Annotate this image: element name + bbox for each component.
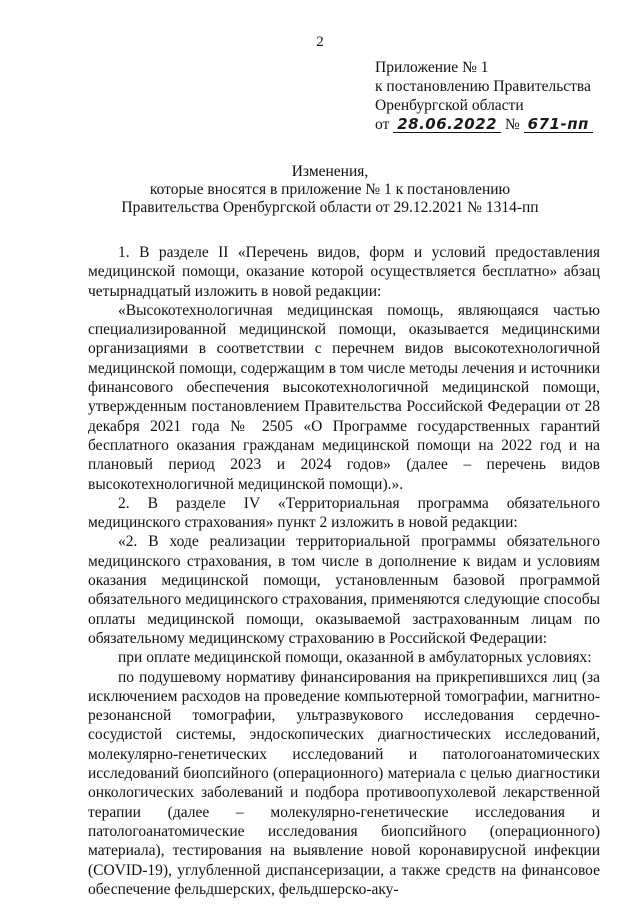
appendix-line-2: к постановлению Правительства xyxy=(375,78,591,95)
paragraph: 1. В разделе II «Перечень видов, форм и условий предоставления медицинской помощи, оказание которой осуществляется бесплатно» абзац четырнадцатый изложить в новой редакции: xyxy=(88,244,600,300)
document-body xyxy=(88,243,600,899)
appendix-date-line xyxy=(375,115,625,134)
paragraph: по подушевому нормативу финансирования на прикрепившихся лиц (за исключением расходов на проведение компьютерной томографии, магнитно-резонансной томографии, ультразвукового исследования сердечно-сосудистой системы, эндоскопических диагностических исследований, молекулярно-генетических исследований и патологоанатомических исследований биопсийного (операционного) материала с целью диагностики онкологических заболеваний и подбора противоопухолевой лекарственной терапии (далее – молекулярно-генетические исследования и патологоанатомические исследования биопсийного (операционного) материала), тестирования на выявление новой коронавирусной инфекции (COVID-19), углубленной диспансеризации, а также средств на финансовое обеспечение фельдшерских, фельдшерско-аку- xyxy=(88,668,600,898)
paragraph: «Высокотехнологичная медицинская помощь, являющаяся частью специализированной медицинской помощи, оказывается медицинскими организациями в соответствии с перечнем видов высокотехнологичной медицинской помощи, содержащим в том числе методы лечения и источники финансового обеспечения высокотехнологичной медицинской помощи, утвержденным постановлением Правительства Российской Федерации от 28 декабря 2021 года № 2505 «О Программе государственных гарантий бесплатного оказания гражданам медицинской помощи на 2022 год и на плановый период 2023 и 2024 годов» (далее – перечень видов высокотехнологичной медицинской помощи).». xyxy=(88,301,600,493)
handwritten-date: 28.06.2022 xyxy=(393,117,501,133)
appendix-line-1: Приложение № 1 xyxy=(375,59,489,76)
title-line-3: Правительства Оренбургской области от 29.12.2021 № 1314-пп xyxy=(121,199,539,216)
page-number: 2 xyxy=(316,34,324,50)
date-prefix: от xyxy=(375,116,390,133)
title-line-2: которые вносятся в приложение № 1 к постановлению xyxy=(149,181,511,198)
paragraph: «2. В ходе реализации территориальной программы обязательного медицинского страхования, в том числе в дополнение к видам и условиям оказания медицинской помощи, установленным базовой программой обязательного медицинского страхования, применяются следующие способы оплаты медицинской помощи, оказываемой застрахованным лицам по обязательному медицинскому страхованию в Российской Федерации: xyxy=(88,533,600,647)
appendix-header xyxy=(375,58,625,134)
title-line-1: Изменения, xyxy=(291,163,369,180)
number-prefix: № xyxy=(504,116,520,133)
paragraph: 2. В разделе IV «Территориальная программа обязательного медицинского страхования» пункт 2 изложить в новой редакции: xyxy=(88,494,600,532)
handwritten-number: 671-пп xyxy=(524,117,593,133)
appendix-line-3: Оренбургской области xyxy=(375,97,524,114)
document-title xyxy=(60,163,600,217)
paragraph: при оплате медицинской помощи, оказанной в амбулаторных условиях: xyxy=(118,649,592,667)
